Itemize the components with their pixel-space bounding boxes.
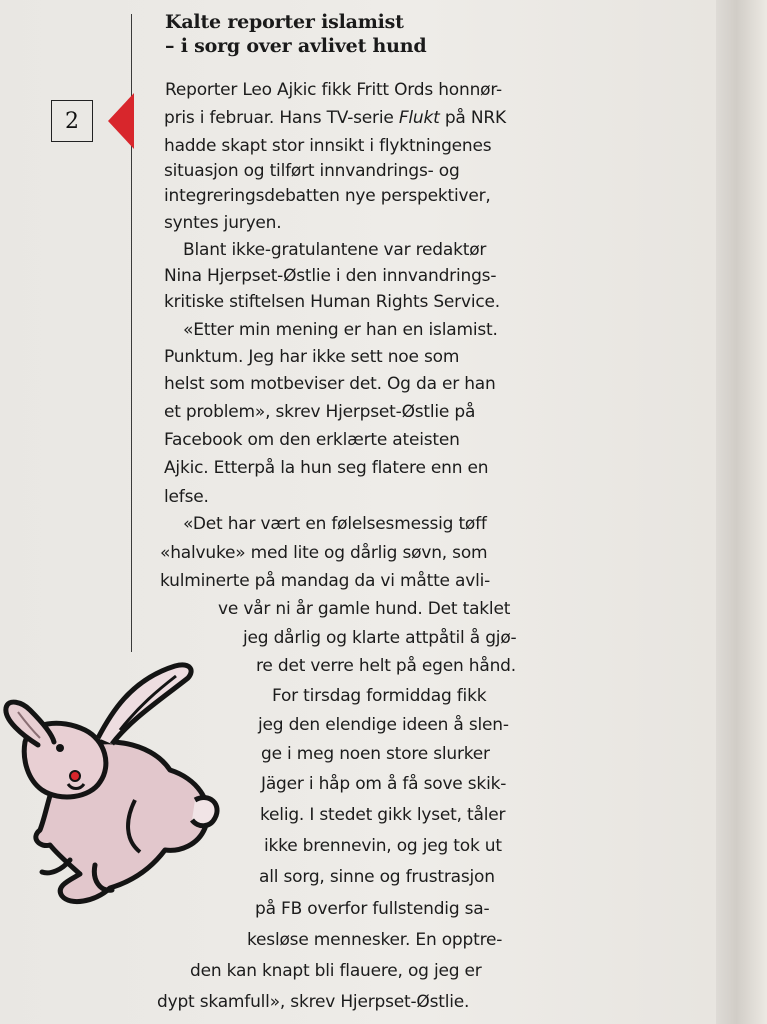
body-line: integreringsdebatten nye perspektiver, <box>164 186 491 206</box>
body-line: ge i meg noen store slurker <box>261 744 490 764</box>
item-number: 2 <box>65 108 79 134</box>
body-line: Blant ikke-gratulantene var redaktør <box>183 240 487 260</box>
body-line: Facebook om den erklærte ateisten <box>164 430 460 450</box>
body-line: ve vår ni år gamle hund. Det taklet <box>218 599 511 619</box>
body-line: den kan knapt bli flauere, og jeg er <box>190 961 482 981</box>
body-line: Punktum. Jeg har ikke sett noe som <box>164 347 460 367</box>
rabbit-illustration-icon <box>0 660 225 910</box>
body-line: «Etter min mening er han en islamist. <box>183 320 498 340</box>
body-line: Jäger i håp om å få sove skik- <box>261 774 507 794</box>
body-line: et problem», skrev Hjerpset-Østlie på <box>164 402 476 422</box>
series-title: Flukt <box>398 108 440 128</box>
body-line: jeg dårlig og klarte attpåtil å gjø- <box>243 628 517 648</box>
body-line: helst som motbeviser det. Og da er han <box>164 374 496 394</box>
body-line: jeg den elendige ideen å slen- <box>258 715 509 735</box>
body-line: all sorg, sinne og frustrasjon <box>259 867 495 887</box>
body-line: kulminerte på mandag da vi måtte avli- <box>160 571 491 591</box>
body-line: hadde skapt stor innsikt i flyktningenes <box>164 136 492 156</box>
body-line: ikke brennevin, og jeg tok ut <box>264 836 502 856</box>
body-line: kesløse mennesker. En opptre- <box>247 930 503 950</box>
body-line: Nina Hjerpset-Østlie i den innvandrings- <box>164 266 497 286</box>
body-line: situasjon og tilført innvandrings- og <box>164 161 460 181</box>
body-line: Reporter Leo Ajkic fikk Fritt Ords honnør- <box>165 80 502 100</box>
body-line: «halvuke» med lite og dårlig søvn, som <box>160 543 488 563</box>
body-line: pris i februar. Hans TV-serie Flukt på NRK <box>164 108 506 128</box>
body-line: Ajkic. Etterpå la hun seg flatere enn en <box>164 458 489 478</box>
headline-line-2: – i sorg over avlivet hund <box>165 35 427 57</box>
body-line: kritiske stiftelsen Human Rights Service. <box>164 292 500 312</box>
body-line: re det verre helt på egen hånd. <box>256 656 516 676</box>
body-line: kelig. I stedet gikk lyset, tåler <box>260 805 506 825</box>
body-line: syntes juryen. <box>164 213 282 233</box>
body-line: på FB overfor fullstendig sa- <box>255 899 490 919</box>
body-line: For tirsdag formiddag fikk <box>272 686 487 706</box>
body-line: lefse. <box>164 487 209 507</box>
body-line: «Det har vært en følelsesmessig tøff <box>183 514 487 534</box>
headline-line-1: Kalte reporter islamist <box>165 11 404 33</box>
body-line: dypt skamfull», skrev Hjerpset-Østlie. <box>157 992 470 1012</box>
